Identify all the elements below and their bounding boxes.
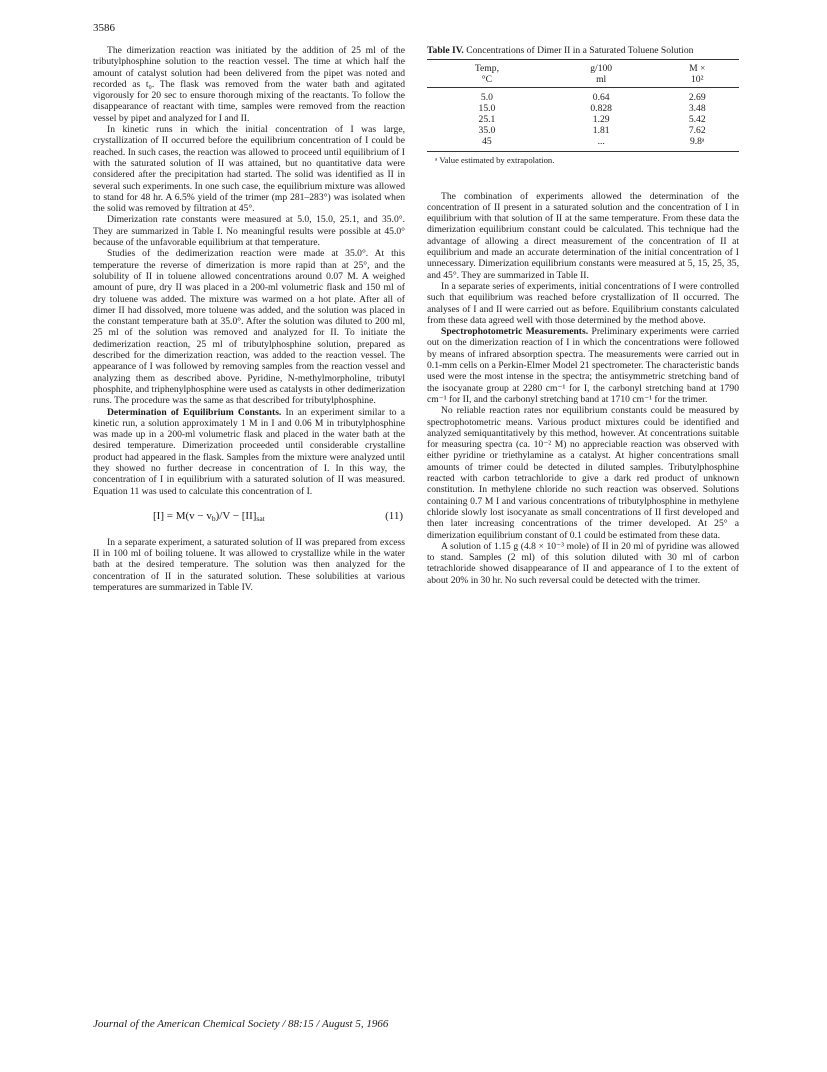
table-footnote: ᵃ Value estimated by extrapolation. <box>435 155 555 166</box>
paragraph: No reliable reaction rates nor equilibrium constants could be measured by spectrophotometric means. Various product mixtures could be identified and analyzed semiquantitatively by this method, however. At concentrations suitable for measuring spectra (ca. 10⁻² M) no appreciable reaction was observed with either pyridine or triethylamine as a catalyst. At higher concentrations small amounts of trimer could be detected in diluted samples. Tributylphosphine reacted with carbon tetrachloride to give a dark red product of unknown constitution. In methylene chloride no such reaction was observed. Solutions containing 0.7 M I and various concentrations of tributylphosphine in methylene chloride slowly lost isocyanate as small concentrations of II first developed and then later increasing concentrations of the trimer developed. At 25° a dimerization equilibrium constant of 0.1 could be estimated from these data. <box>427 405 739 541</box>
table-row: 45 ... 9.8ᵃ <box>427 136 739 152</box>
journal-footer: Journal of the American Chemical Society / 88:15 / August 5, 1966 <box>93 1018 389 1030</box>
table-row: 15.0 0.828 3.48 <box>478 103 706 115</box>
paragraph: In a separate series of experiments, initial concentrations of I were controlled such that equilibrium was reached before crystallization of II occurred. The analyses of I and II were carried out as before. Equilibrium constants calculated from these data agreed well with those determined by the method above. <box>427 280 739 326</box>
equation-subscript: b <box>211 513 216 523</box>
paragraph: In kinetic runs in which the initial concentration of I was large, crystallization of II occurred before the equilibrium concentration of I could be reached. In such cases, the reaction was allowed to proceed until equilibrium of I with the saturated solution of II was attained, but no quantitative data were considered after the precipitation had started. The solid was identified as II in several such experiments. In one such case, the equilibrium mixture was allowed to stand for 48 hr. A 6.5% yield of the trimer (mp 281–283°) was isolated when the solid was removed by filtration at 45°. <box>93 124 405 215</box>
table-caption: Concentrations of Dimer II in a Saturated Toluene Solution <box>466 45 694 56</box>
spacer <box>427 167 739 191</box>
paragraph <box>427 326 739 405</box>
equation-11 <box>93 505 405 531</box>
column-header: M × 10² <box>656 60 740 88</box>
right-column <box>427 45 739 586</box>
table-row: 25.1 1.29 5.42 <box>478 114 706 126</box>
paragraph: In a separate experiment, a saturated solution of II was prepared from excess II in 100 ml of boiling toluene. It was allowed to crystallize while in the water bath at the desired temperature. The solution was then analyzed for the concentration of II in the saturated solution. These solubilities at various temperatures are summarized in Table IV. <box>93 536 405 594</box>
paragraph: The combination of experiments allowed the determination of the concentration of II present in a saturated solution and the concentration of I in equilibrium with that solution of II at the same temperature. From these data the dimerization equilibrium constant could be calculated. This technique had the advantage of allowing a direct measurement of the concentration of II at equilibrium and made an accurate determination of the initial concentration of I unnecessary. Dimerization equilibrium constants were measured at 5, 15, 25, 35, and 45°. They are summarized in Table II. <box>427 190 739 281</box>
page-number: 3586 <box>93 22 115 34</box>
table-label: Table IV. <box>427 45 464 56</box>
paragraph: Dimerization rate constants were measured at 5.0, 15.0, 25.1, and 35.0°. They are summarized in Table I. No meaningful results were possible at 45.0° because of the unfavorable equilibrium at that temperature. <box>93 214 405 249</box>
left-column <box>93 45 405 593</box>
paragraph-text: Preliminary experiments were carried out on the dimerization reaction of I in which the concentrations were followed by means of infrared absorption spectra. The measurements were carried out in 0.1-mm cells on a Perkin-Elmer Model 21 spectrometer. The characteristic bands used were the most intense in the spectra; the antisymmetric stretching band of the isocyanate group at 2280 cm⁻¹ for I, the carbonyl stretching band at 1790 cm⁻¹ for II, and the carbonyl stretching band at 1710 cm⁻¹ for the trimer. <box>427 326 739 405</box>
paragraph-text: In an experiment similar to a kinetic run, a solution approximately 1 M in I and 0.06 M in tributylphosphine was made up in a 200-ml volumetric flask and placed in the water bath at the desired temperature. Dimerization proceeded until considerable crystalline product had appeared in the flask. Samples from the mixture were analyzed until they showed no further decrease in concentration of I. In this way, the concentration of I in equilibrium with a saturated solution of II was measured. Equation 11 was used to calculate this concentration of I. <box>93 406 405 497</box>
section-heading: Spectrophotometric Measurements. <box>441 326 589 338</box>
paragraph <box>93 407 405 497</box>
paragraph: A solution of 1.15 g (4.8 × 10⁻³ mole) of II in 20 ml of pyridine was allowed to stand. Samples (2 ml) of this solution diluted with 30 ml of carbon tetrachloride showed disappearance of II and appearance of I to the extent of about 20% in 30 hr. No such reversal could be detected with the trimer. <box>427 540 739 586</box>
equation-number: (11) <box>385 509 403 522</box>
table-row: 5.0 0.64 2.69 <box>480 92 706 104</box>
paragraph: The dimerization reaction was initiated by the addition of 25 ml of the tributylphosphine solution to the reaction vessel. The time at which half the amount of catalyst solution had been delivered from the pipet was noted and recorded as t₀. The flask was removed from the water bath and agitated vigorously for 20 sec to ensure thorough mixing of the reactants. To follow the disappearance of reactant with time, samples were removed from the reaction vessel by pipet and analyzed for I and II. <box>93 45 405 124</box>
column-header: g/100 ml <box>547 60 656 88</box>
equation-part: )/V − [II] <box>215 509 257 522</box>
table-row: 35.0 1.81 7.62 <box>478 125 706 137</box>
section-heading: Determination of Equilibrium Constants. <box>107 406 282 418</box>
equation-subscript: sat <box>256 513 265 523</box>
paragraph: Studies of the dedimerization reaction were made at 35.0°. At this temperature the reverse of dimerization is more rapid than at 25°, and the solubility of II in toluene allowed concentrations around 0.07 M. A weighed amount of pure, dry II was placed in a 200-ml volumetric flask and 150 ml of dry toluene was added. The mixture was warmed on a hot plate. After all of dimer II had dissolved, more toluene was added, and the solution was placed in the constant temperature bath at 35.0°. After the solution was diluted to 200 ml, 25 ml of the solution was removed and analyzed for II. To initiate the dedimerization reaction, 25 ml of tributylphosphine solution, prepared as described for the dimerization reaction, was added to the reaction vessel. The appearance of I was followed by removing samples from the reaction vessel and analyzing them as described above. Pyridine, N-methylmorpholine, tributyl phosphite, and triphenylphosphine were used as catalysts in other dedimerization runs. The procedure was the same as that described for tributylphosphine. <box>93 248 405 407</box>
table-title <box>427 45 739 56</box>
equation-body <box>153 511 265 524</box>
column-header: Temp, °C <box>427 60 547 88</box>
equation-part: [I] = M(v − v <box>153 509 212 522</box>
table-iv <box>427 59 739 152</box>
